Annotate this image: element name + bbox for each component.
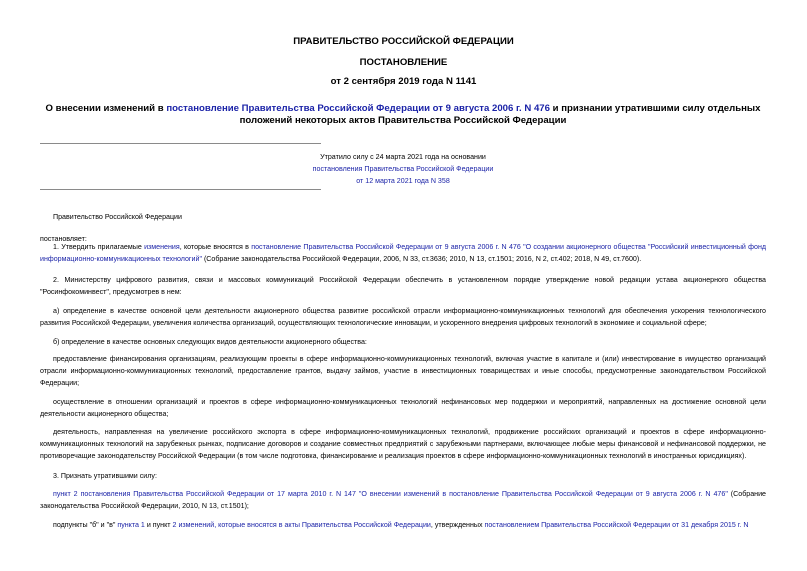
p3-item2-changes-link[interactable]: изменений, которые вносятся в акты Правительства Российской Федерации <box>178 521 431 529</box>
paragraph-2b-item-1: предоставление финансирования организациям, реализующим проекты в сфере информационно-коммуникационных технологий, включая участие в капитале и (или) инвестирование в имущество организаций отрасли информационно-коммуникационных технологий, предоставление грантов, выдачу займов, участие в инвестиционных товариществах и иные способы, предусмотренные законодательством Российской Федерации; <box>40 355 766 387</box>
p3-item2-resolution-2015-link[interactable]: постановлением Правительства Российской Федерации от 31 декабря 2015 г. N <box>484 521 749 529</box>
document-title <box>40 103 766 127</box>
repeal-act-link-line2[interactable]: от 12 марта 2021 года N 358 <box>356 177 450 185</box>
title-text-prefix: О внесении изменений в <box>45 103 167 114</box>
paragraph-3: 3. Признать утратившими силу: <box>53 472 157 480</box>
document-date: от 2 сентября 2019 года N 1141 <box>330 76 477 87</box>
p1-text-c: (Собрание законодательства Российской Федерации, 2006, N 33, ст.3636; 2010, N 13, ст.1501; 2016, N 2, ст.402; 2018, N 49, ст.7600). <box>201 255 642 263</box>
paragraph-resolves: постановляет: <box>40 235 87 243</box>
title-amended-act-link[interactable]: постановление Правительства Российской Федерации от 9 августа 2006 г. N 476 <box>166 103 550 114</box>
p3-item2-text-b: и пункт <box>144 521 173 529</box>
p1-text-b: , которые вносятся в <box>179 243 252 251</box>
paragraph-2a: а) определение в качестве основной цели деятельности акционерного общества развитие российской отрасли информационно-коммуникационных технологий для обеспечения ускорения технологического развития Российской Федерации, увеличения количества организаций, осуществляющих технологические инновации, и ускоренного внедрения цифровых технологий в экономике и социальной сфере; <box>40 307 766 327</box>
p3-item1-link[interactable]: пункт 2 постановления Правительства Российской Федерации от 17 марта 2010 г. N 147 "О внесении изменений в постановление Правительства Российской Федерации от 9 августа 2006 г. N 476" <box>53 490 728 498</box>
paragraph-3-item-1 <box>40 488 766 512</box>
repeal-act-link-line1[interactable]: постановления Правительства Российской Федерации <box>312 165 494 173</box>
paragraph-2: 2. Министерству цифрового развития, связи и массовых коммуникаций Российской Федерации обеспечить в установленном порядке утверждение новой редакции устава акционерного общества "Росинфокоминвест", предусмотрев в нем: <box>40 276 766 296</box>
p3-item2-text-d: , утвержденных <box>430 521 485 529</box>
paragraph-2b: б) определение в качестве основных следующих видов деятельности акционерного общества: <box>53 338 367 346</box>
divider-top <box>40 143 321 144</box>
paragraph-3-item-2 <box>40 519 766 531</box>
p3-item2-text-a: подпункты "б" и "в" <box>53 521 118 529</box>
paragraph-1 <box>40 241 766 265</box>
title-text-suffix: и признании утратившими силу отдельных положений некоторых актов Правительства Российской Федерации <box>239 103 761 126</box>
status-note-line: Утратило силу с 24 марта 2021 года на основании <box>320 153 486 161</box>
paragraph-2b-item-3: деятельность, направленная на увеличение российского экспорта в сфере информационно-коммуникационных технологий, продвижение российских организаций и проектов в сфере информационно-коммуникационных технологий на зарубежных рынках, подписание договоров и создание совместных предприятий с зарубежными партнерами, включающее любые меры финансовой и нефинансовой поддержки, не противоречащие законодательству Российской Федерации (в том числе подготовка, финансирование и реализация проектов в сфере информационно-коммуникационных технологий в иностранных юрисдикциях). <box>40 428 766 460</box>
paragraph-2b-item-2: осуществление в отношении организаций и проектов в сфере информационно-коммуникационных технологий нефинансовых мер поддержки и мероприятий, направленных на достижение основной цели деятельности акционерного общества; <box>40 398 766 418</box>
p1-text-a: 1. Утвердить прилагаемые <box>53 243 145 251</box>
document-type-heading: ПОСТАНОВЛЕНИЕ <box>359 57 448 68</box>
divider-bottom <box>40 189 321 190</box>
p3-item2-point2-link[interactable]: 2 <box>172 521 177 529</box>
p3-item1-tail: (Собрание законодательства Российской Федерации, 2010, N 13, ст.1501); <box>40 490 767 510</box>
p1-resolution-476-link[interactable]: постановление Правительства Российской Федерации от 9 августа 2006 г. N 476 "О создании акционерного общества "Российский инвестиционный фонд информационно-коммуникационных технологий" <box>40 243 767 263</box>
government-heading: ПРАВИТЕЛЬСТВО РОССИЙСКОЙ ФЕДЕРАЦИИ <box>293 36 514 47</box>
paragraph-government: Правительство Российской Федерации <box>53 213 182 221</box>
p1-changes-link[interactable]: изменения <box>144 243 180 251</box>
p3-item2-point1-link[interactable]: пункта 1 <box>117 521 145 529</box>
